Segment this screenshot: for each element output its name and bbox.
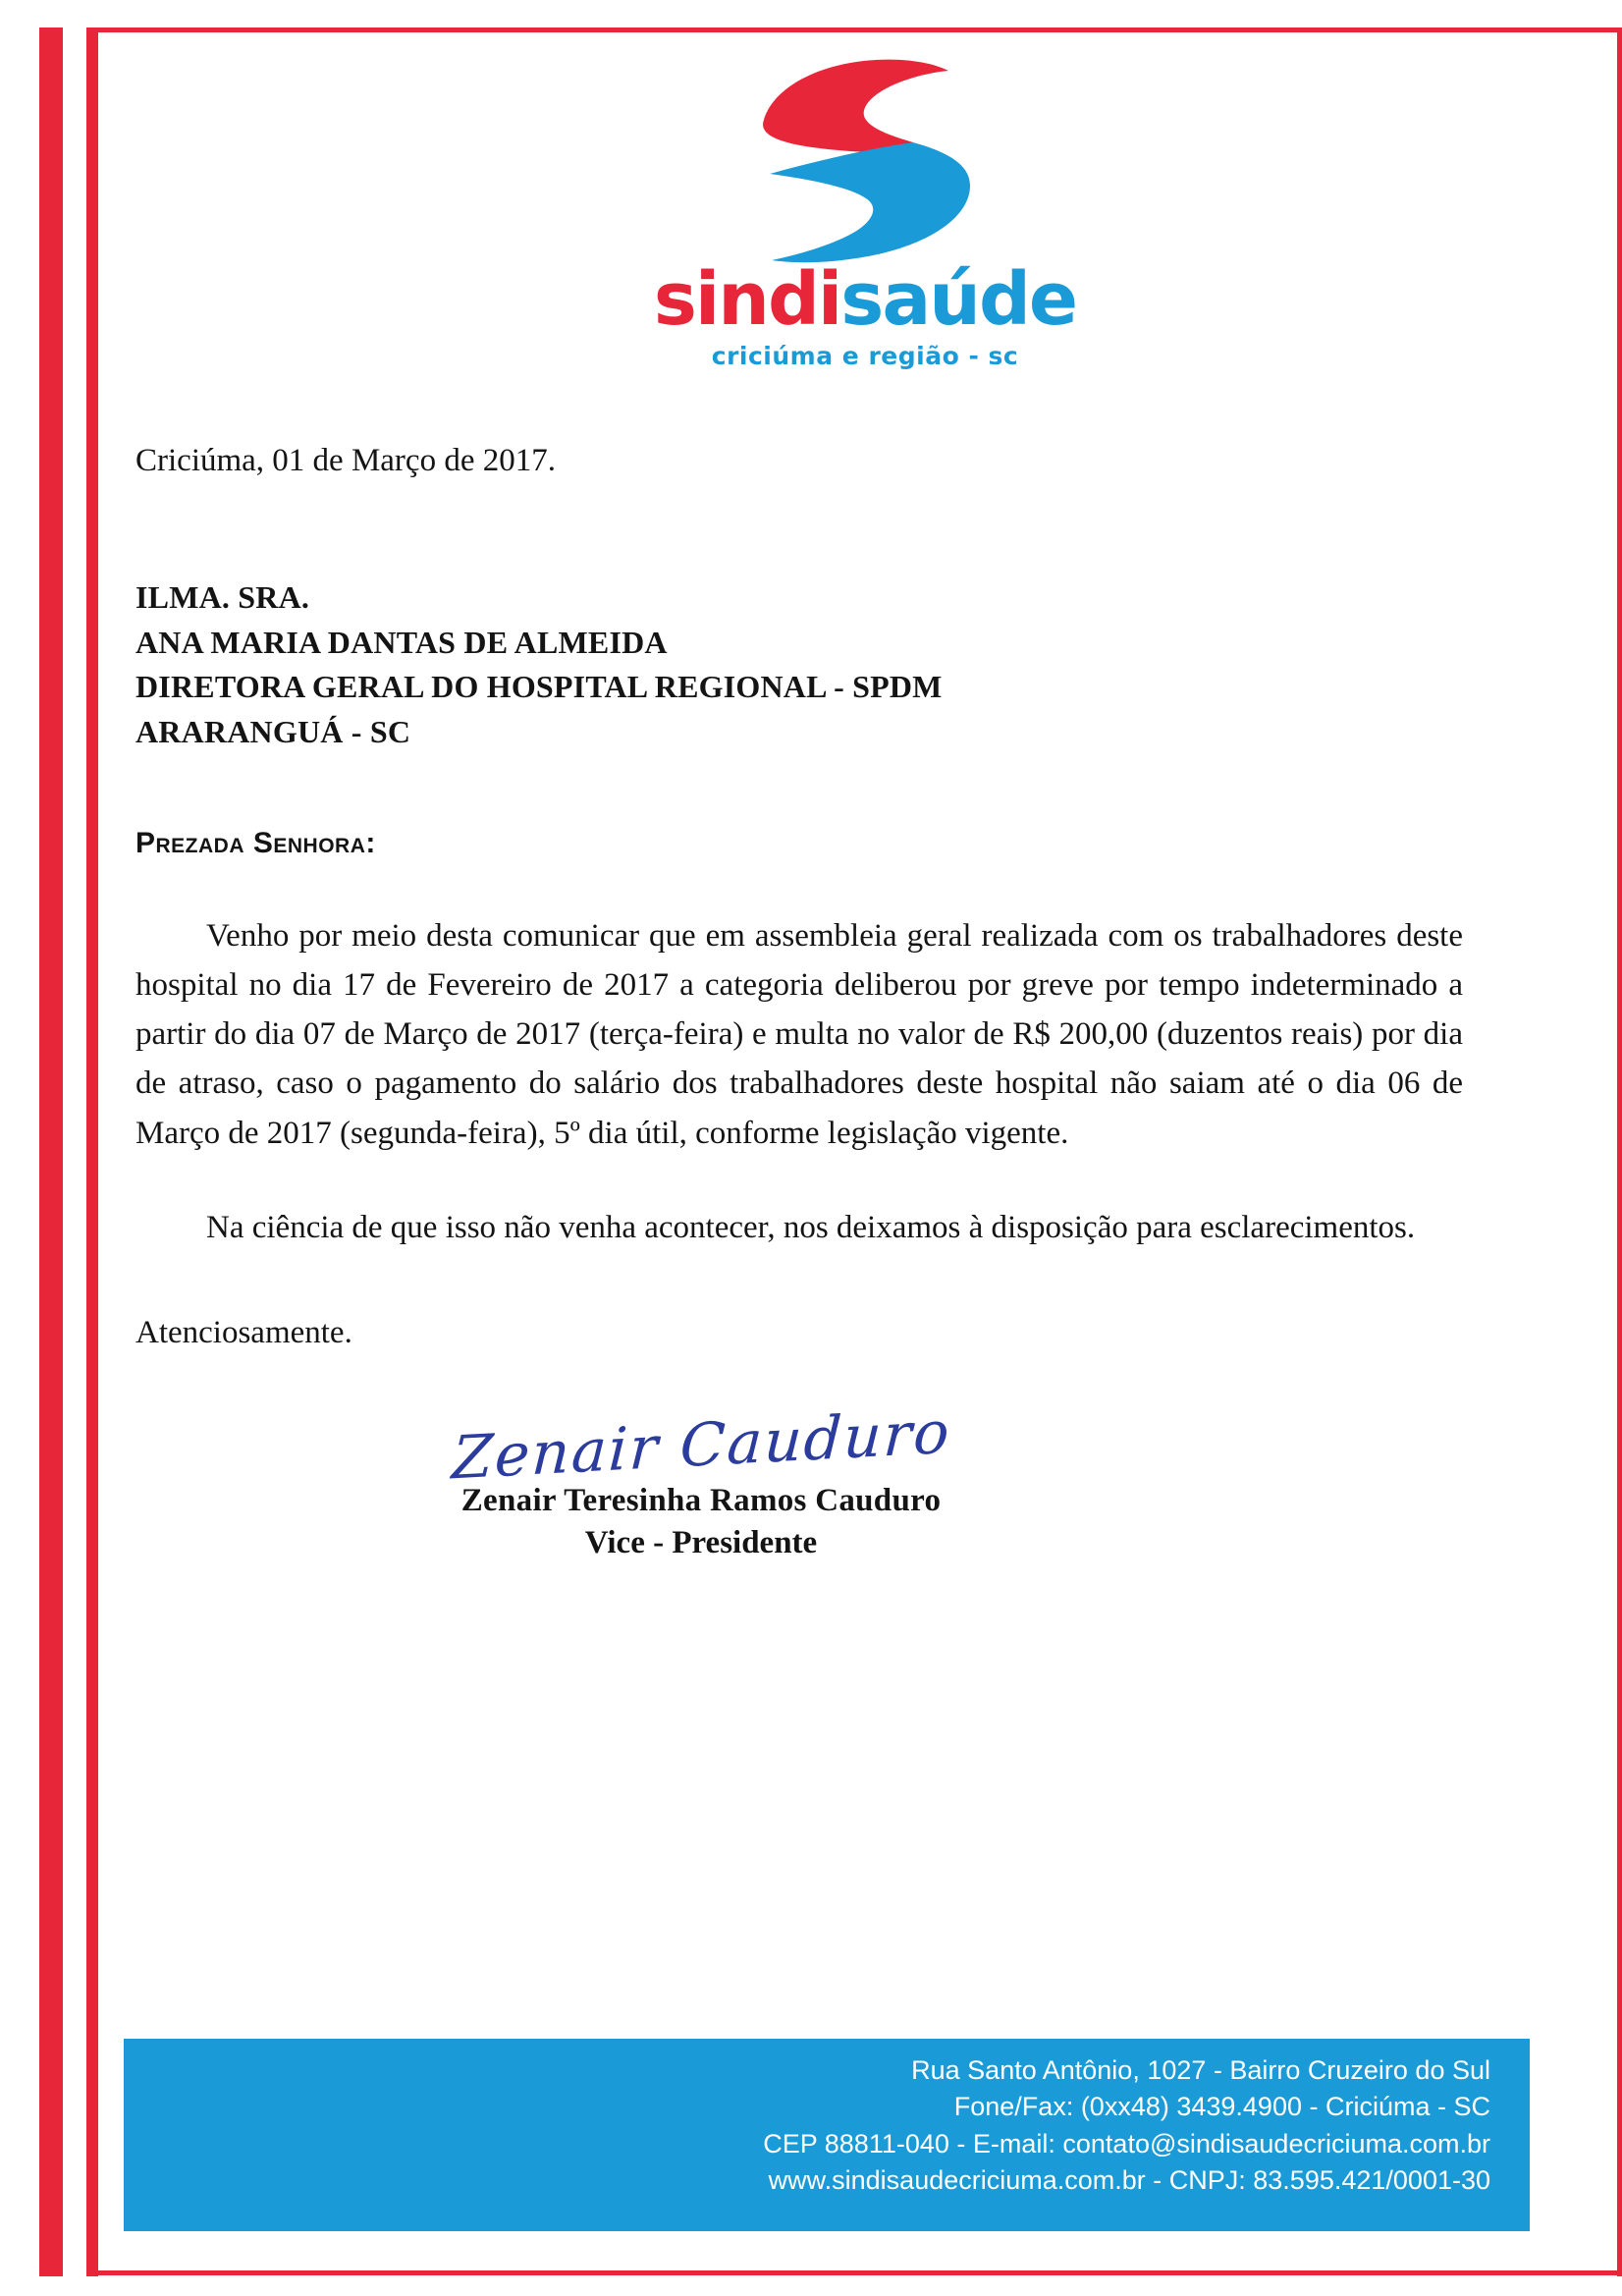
footer-contact-band <box>124 2039 1530 2231</box>
body-paragraph-1: Venho por meio desta comunicar que em assembleia geral realizada com os trabalhadores deste hospital no dia 17 de Fevereiro de 2017 a categoria deliberou por greve por tempo indeterminado a partir do dia 07 de Março de 2017 (terça-feira) e multa no valor de R$ 200,00 (duzentos reais) por dia de atraso, caso o pagamento do salário dos trabalhadores deste hospital não saiam até o dia 06 de Março de 2017 (segunda-feira), 5º dia útil, conforme legislação vigente. <box>135 918 1463 1151</box>
addressee-line-role: DIRETORA GERAL DO HOSPITAL REGIONAL - SPDM <box>135 669 943 705</box>
left-border-bar-thin <box>86 27 98 2276</box>
body-paragraph-2: Na ciência de que isso não venha acontecer, nos deixamos à disposição para esclarecimentos. <box>206 1209 1416 1245</box>
footer-phone: Fone/Fax: (0xx48) 3439.4900 - Criciúma - SC <box>953 2092 1490 2122</box>
logo-word-sindi: sindi <box>653 257 841 342</box>
right-border-rule <box>1617 27 1622 2276</box>
footer-website-cnpj: www.sindisaudecriciuma.com.br - CNPJ: 83.595.421/0001-30 <box>768 2164 1490 2195</box>
addressee-line-salutation: ILMA. SRA. <box>135 579 310 616</box>
signatory-name: Zenair Teresinha Ramos Cauduro <box>460 1482 942 1518</box>
footer-email: CEP 88811-040 - E-mail: contato@sindisaudecriciuma.com.br <box>763 2128 1490 2159</box>
date-line: Criciúma, 01 de Março de 2017. <box>135 443 556 478</box>
signature-block <box>135 1397 1463 1561</box>
addressee-block <box>135 575 1463 754</box>
letterhead <box>374 0 1356 370</box>
sindisaude-swoosh-icon <box>703 43 1027 269</box>
addressee-line-city: ARARANGUÁ - SC <box>135 713 411 749</box>
logo-wordmark <box>374 257 1356 342</box>
letter-body <box>124 441 1518 1561</box>
document-content <box>124 0 1518 2296</box>
handwritten-signature: Zenair Cauduro <box>450 1397 953 1494</box>
signatory-title: Vice - Presidente <box>584 1524 818 1560</box>
closing-line: Atenciosamente. <box>135 1314 352 1350</box>
left-border-bar-thick <box>39 27 63 2276</box>
footer-address: Rua Santo Antônio, 1027 - Bairro Cruzeiro do Sul <box>911 2055 1490 2085</box>
addressee-line-name: ANA MARIA DANTAS DE ALMEIDA <box>135 624 668 660</box>
logo-word-saude: saúde <box>840 257 1077 342</box>
logo-tagline: criciúma e região - sc <box>711 342 1019 370</box>
salutation-line: Prezada Senhora: <box>135 827 376 859</box>
